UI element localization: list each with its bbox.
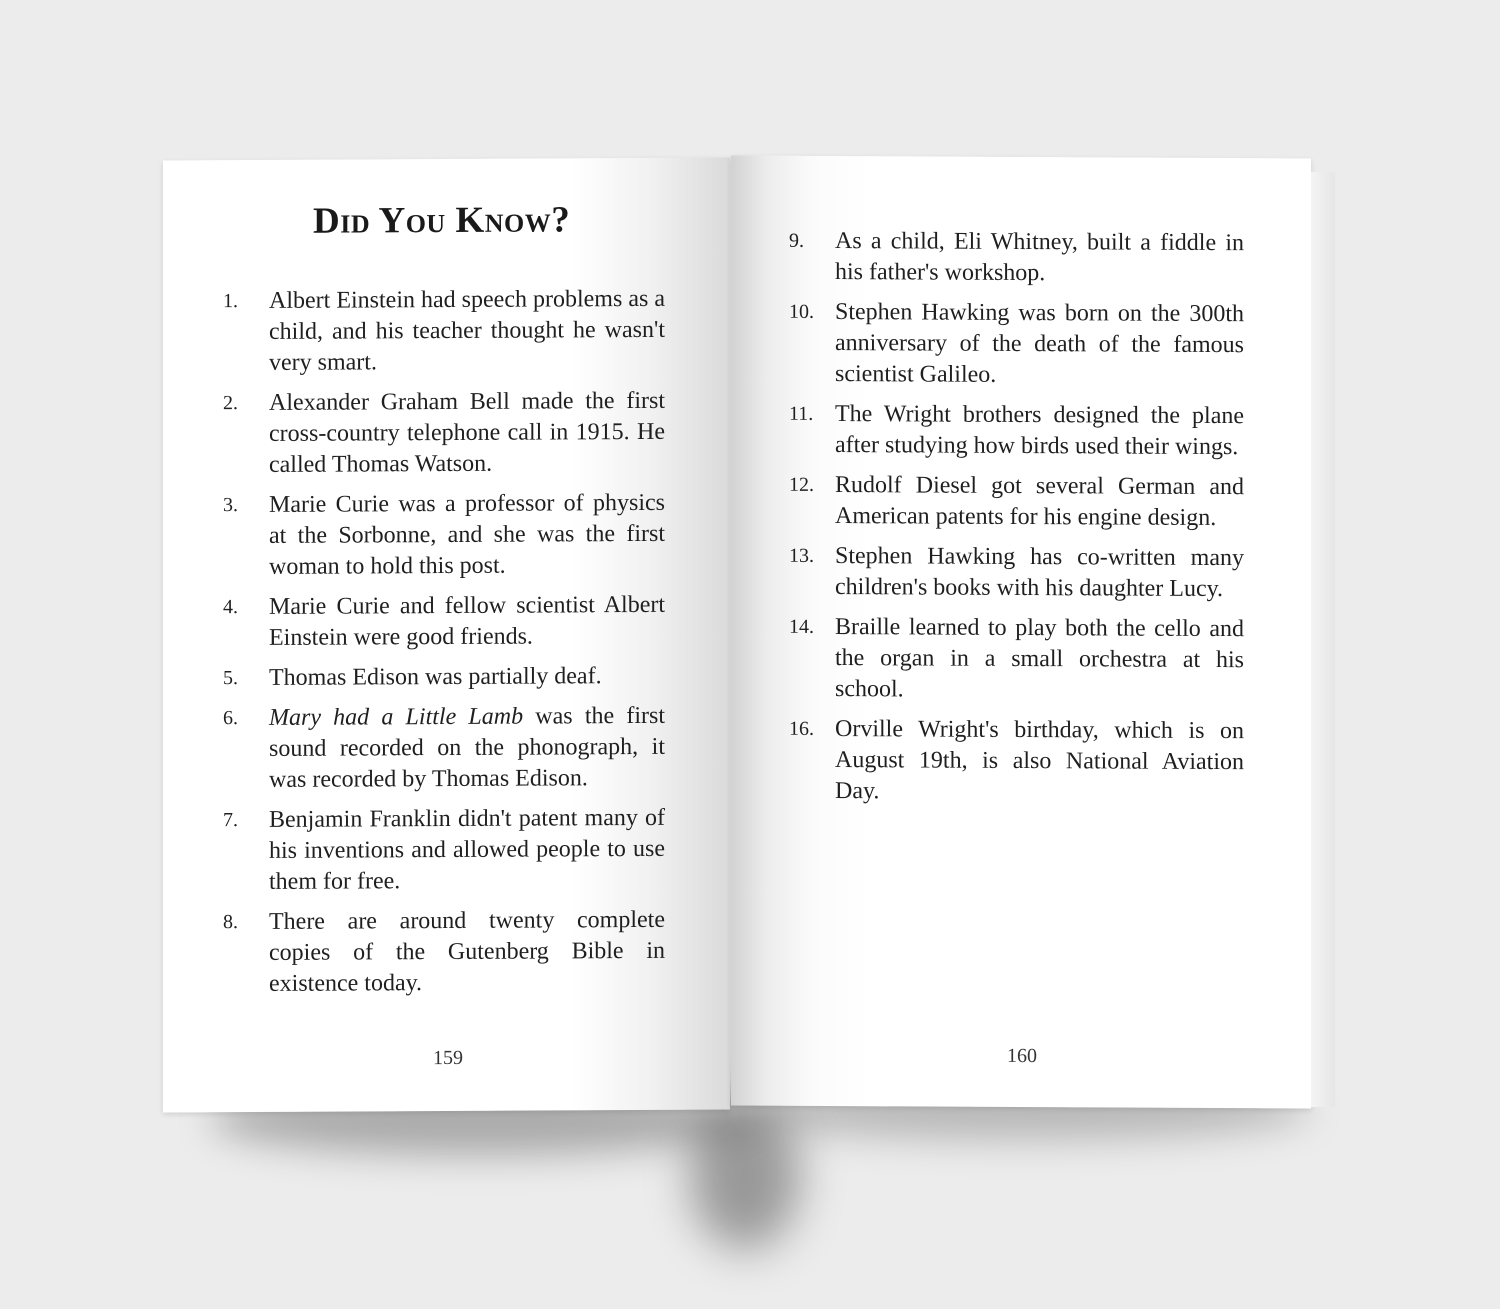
fact-item <box>223 488 665 583</box>
fact-number: 8. <box>223 911 238 934</box>
fact-text: The Wright brothers designed the plane after studying how birds used their wings. <box>835 401 1244 461</box>
fact-text: Marie Curie and fellow scientist Albert Einstein were good friends. <box>269 591 665 651</box>
song-title: Mary had a Little Lamb <box>269 703 524 731</box>
fact-number: 10. <box>789 300 814 323</box>
fact-item <box>789 470 1244 534</box>
fact-number: 5. <box>223 667 238 690</box>
page-title: Did You Know? <box>313 199 571 242</box>
fact-number: 2. <box>223 392 238 415</box>
fact-text: There are around twenty complete copies of the Gutenberg Bible in existence today. <box>269 906 665 997</box>
fact-text: Thomas Edison was partially deaf. <box>269 663 602 691</box>
fact-number: 1. <box>223 290 238 313</box>
fact-text: Marie Curie was a professor of physics at the Sorbonne, and she was the first woman to hold this post. <box>269 489 665 580</box>
fact-item <box>789 714 1244 809</box>
fact-number: 11. <box>789 402 814 425</box>
page-edge <box>1311 172 1335 1107</box>
fact-item <box>789 399 1244 463</box>
fact-text: Alexander Graham Bell made the first cross-country telephone call in 1915. He called Thomas Watson. <box>269 387 665 478</box>
fact-text <box>269 703 665 793</box>
fact-text: Benjamin Franklin didn't patent many of his inventions and allowed people to use them for free. <box>269 804 665 895</box>
fact-text-rest: was the first sound recorded on the phonograph, it was recorded by Thomas Edison. <box>269 702 665 793</box>
fact-text: Braille learned to play both the cello and the organ in a small orchestra at his school. <box>835 614 1244 703</box>
fact-item <box>223 661 665 694</box>
fact-item <box>789 541 1244 605</box>
fact-item <box>223 284 665 379</box>
fact-text: Orville Wright's birthday, which is on August 19th, is also National Aviation Day. <box>835 716 1244 805</box>
fact-number: 4. <box>223 596 238 619</box>
fact-number: 14. <box>789 615 814 638</box>
fact-list-left <box>223 284 665 1009</box>
fact-text: Stephen Hawking has co-written many children's books with his daughter Lucy. <box>835 543 1244 603</box>
fact-number: 9. <box>789 229 804 252</box>
fact-number: 6. <box>223 707 238 730</box>
fact-list-right <box>789 226 1244 818</box>
fact-text: Albert Einstein had speech problems as a child, and his teacher thought he wasn't very smart. <box>269 285 665 376</box>
fact-number: 7. <box>223 809 238 832</box>
spine-shadow <box>690 1100 800 1250</box>
left-page <box>163 158 730 1113</box>
fact-number: 12. <box>789 473 814 496</box>
fact-item <box>223 386 665 481</box>
right-page <box>731 155 1311 1108</box>
fact-item <box>789 612 1244 707</box>
fact-item <box>223 803 665 898</box>
fact-text: Stephen Hawking was born on the 300th anniversary of the death of the famous scientist Galileo. <box>835 299 1244 388</box>
fact-text: As a child, Eli Whitney, built a fiddle in his father's workshop. <box>835 228 1244 287</box>
fact-number: 3. <box>223 494 238 517</box>
fact-item <box>223 590 665 654</box>
fact-item <box>223 701 665 796</box>
page-number: 159 <box>433 1046 463 1070</box>
fact-item <box>789 297 1244 392</box>
fact-item <box>223 905 665 1000</box>
fact-text: Rudolf Diesel got several German and American patents for his engine design. <box>835 472 1244 532</box>
fact-item <box>789 226 1244 290</box>
page-number: 160 <box>1007 1044 1037 1068</box>
fact-number: 13. <box>789 544 814 567</box>
fact-number: 16. <box>789 717 814 740</box>
